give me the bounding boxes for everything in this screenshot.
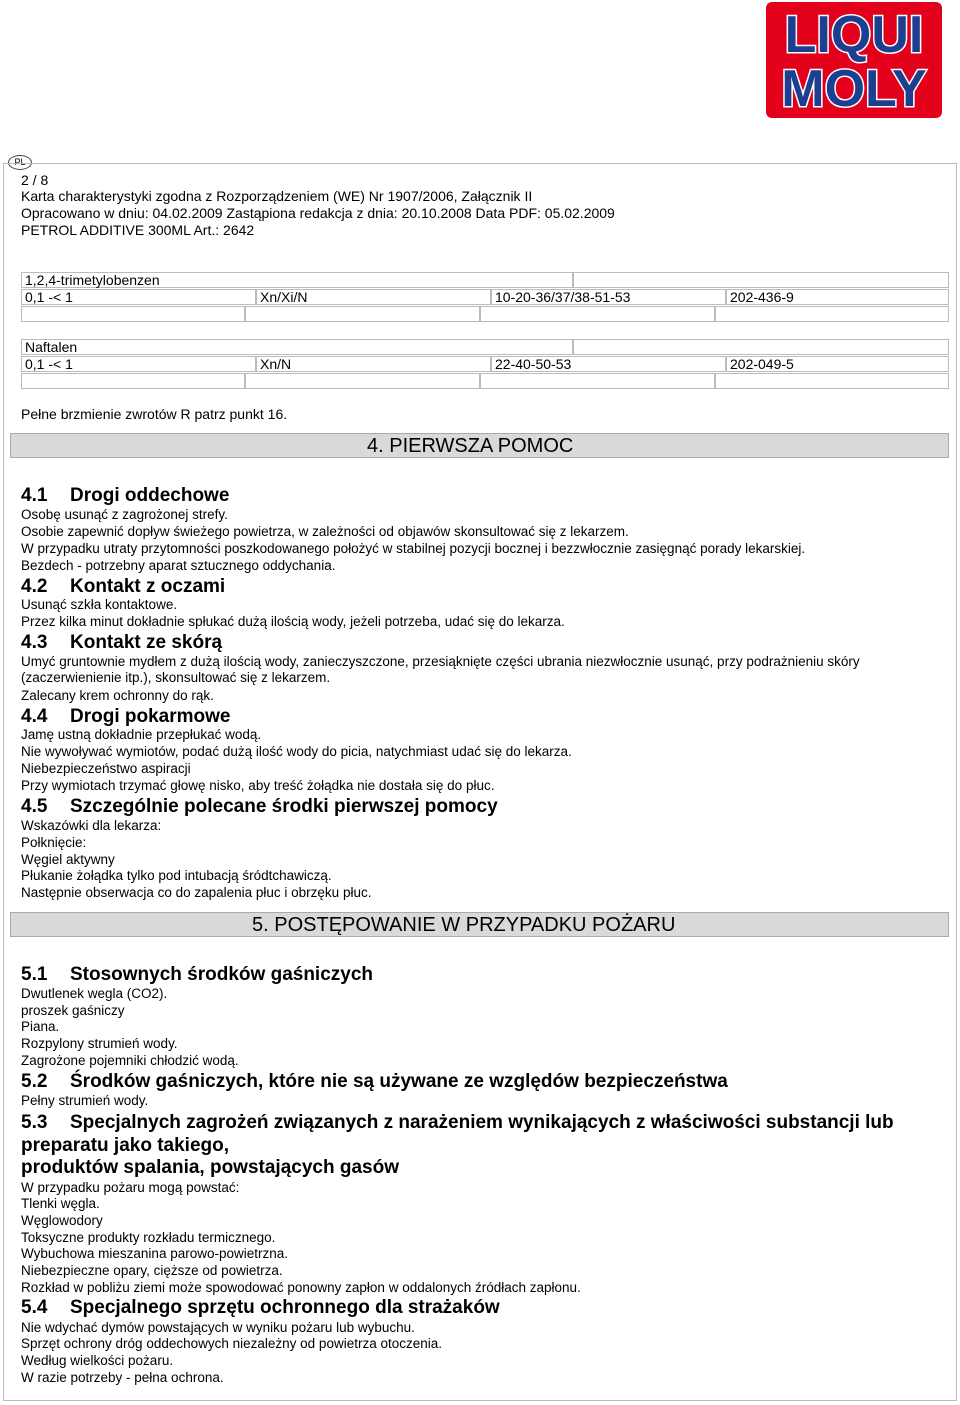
ingredient-cell-empty (573, 339, 949, 355)
text-line: Niebezpieczne opary, cięższe od powietrza. (21, 1263, 283, 1278)
subsection-5-2-heading (21, 1071, 728, 1093)
subsection-number: 4.5 (21, 796, 48, 817)
text-line: Toksyczne produkty rozkładu termicznego. (21, 1230, 276, 1245)
ingredient-name: 1,2,4-trimetylobenzen (21, 272, 573, 288)
ingredient-concentration: 0,1 -< 1 (21, 289, 256, 305)
text-line: Osobie zapewnić dopływ świeżego powietrza, w zależności od objawów skonsultować się z lekarzem. (21, 524, 629, 539)
text-line: Usunąć szkła kontaktowe. (21, 597, 178, 612)
ingredient-cell-empty (245, 373, 480, 389)
text-line: Zalecany krem ochronny do rąk. (21, 688, 214, 703)
subsection-number: 5.4 (21, 1297, 48, 1318)
liqui-moly-logo (766, 2, 942, 118)
ingredient-ec-number: 202-049-5 (726, 356, 949, 372)
text-line: W przypadku utraty przytomności poszkodowanego położyć w stabilnej pozycji bocznej i bezzwłocznie zasięgnąć porady lekarskiej. (21, 541, 806, 556)
product-info: PETROL ADDITIVE 300ML Art.: 2642 (21, 222, 255, 238)
ingredient-symbol: Xn/N (256, 356, 491, 372)
subsection-number: 4.1 (21, 485, 48, 506)
text-line: Rozpylony strumień wody. (21, 1036, 178, 1051)
r-phrases-note: Pełne brzmienie zwrotów R patrz punkt 16. (21, 406, 288, 422)
document-dates: Opracowano w dniu: 04.02.2009 Zastąpiona redakcja z dnia: 20.10.2008 Data PDF: 05.02.2009 (21, 205, 615, 221)
subsection-title: Środków gaśniczych, które nie są używane ze względów bezpieczeństwa (70, 1071, 728, 1092)
text-line: Połknięcie: (21, 835, 87, 850)
subsection-title: Stosownych środków gaśniczych (70, 964, 374, 985)
ingredient-r-phrases: 22-40-50-53 (491, 356, 726, 372)
subsection-title: Kontakt z oczami (70, 576, 226, 597)
ingredient-cell-empty (573, 272, 949, 288)
subsection-title: Specjalnego sprzętu ochronnego dla strażaków (70, 1297, 500, 1318)
ingredient-cell-empty (480, 306, 715, 322)
text-line: Bezdech - potrzebny aparat sztucznego oddychania. (21, 558, 336, 573)
subsection-5-3-heading-continued: produktów spalania, powstających gasów (21, 1157, 399, 1178)
ingredient-ec-number: 202-436-9 (726, 289, 949, 305)
subsection-5-4-heading (21, 1297, 500, 1319)
text-line: Węgiel aktywny (21, 852, 115, 867)
text-line: Wybuchowa mieszanina parowo-powietrzna. (21, 1246, 289, 1261)
text-line: Następnie obserwacja co do zapalenia płuc i obrzęku płuc. (21, 885, 372, 900)
ingredient-symbol: Xn/Xi/N (256, 289, 491, 305)
subsection-4-3-heading (21, 632, 222, 654)
text-line: Przy wymiotach trzymać głowę nisko, aby treść żołądka nie dostała się do płuc. (21, 778, 495, 793)
subsection-number: 4.2 (21, 576, 48, 597)
subsection-number: 5.3 (21, 1112, 48, 1133)
text-line: Zagrożone pojemniki chłodzić wodą. (21, 1053, 239, 1068)
ingredient-cell-empty (21, 306, 245, 322)
text-line: Nie wdychać dymów powstających w wyniku pożaru lub wybuchu. (21, 1320, 415, 1335)
ingredient-cell-empty (715, 306, 949, 322)
subsection-4-2-heading (21, 576, 225, 598)
text-line: Przez kilka minut dokładnie spłukać dużą ilością wody, jeżeli potrzeba, udać się do lekarza. (21, 614, 565, 629)
subsection-title: Szczególnie polecane środki pierwszej pomocy (70, 796, 498, 817)
text-line: Umyć gruntownie mydłem z dużą ilością wody, zanieczyszczone, przesiąknięte części ubrania niezwłocznie usunąć, przy podrażnieniu skóry (zaczerwienienie itp.), skonsultować się z lekarzem. (21, 654, 860, 685)
subsection-title: Specjalnych zagrożeń związanych z narażeniem wynikających z właściwości substancji lub preparatu jako takiego, (21, 1112, 894, 1156)
page-number: 2 / 8 (21, 172, 49, 188)
ingredient-cell-empty (480, 373, 715, 389)
subsection-title: Drogi pokarmowe (70, 706, 231, 727)
subsection-number: 5.1 (21, 964, 48, 985)
subsection-4-1-heading (21, 485, 229, 507)
ingredient-cell-empty (21, 373, 245, 389)
text-line: Wskazówki dla lekarza: (21, 818, 162, 833)
language-badge: PL (8, 155, 32, 170)
text-line: Płukanie żołądka tylko pod intubacją śródtchawiczą. (21, 868, 332, 883)
ingredient-cell-empty (715, 373, 949, 389)
section-5-title: 5. POSTĘPOWANIE W PRZYPADKU POŻARU (252, 914, 676, 936)
text-line: proszek gaśniczy (21, 1003, 125, 1018)
section-4-title: 4. PIERWSZA POMOC (367, 435, 574, 457)
ingredient-concentration: 0,1 -< 1 (21, 356, 256, 372)
section-5-header (10, 912, 949, 937)
text-line: Piana. (21, 1019, 60, 1034)
subsection-number: 5.2 (21, 1071, 48, 1092)
text-line: Tlenki węgla. (21, 1196, 100, 1211)
text-line: Osobę usunąć z zagrożonej strefy. (21, 507, 228, 522)
text-line: Sprzęt ochrony dróg oddechowych niezależny od powietrza otoczenia. (21, 1336, 442, 1351)
subsection-title: Kontakt ze skórą (70, 632, 223, 653)
subsection-4-4-heading (21, 706, 230, 728)
text-line: W przypadku pożaru mogą powstać: (21, 1180, 240, 1195)
text-line: Węglowodory (21, 1213, 103, 1228)
logo-line-1: LIQUI (784, 6, 924, 64)
ingredient-cell-empty (245, 306, 480, 322)
text-line: Według wielkości pożaru. (21, 1353, 174, 1368)
document-title: Karta charakterystyki zgodna z Rozporządzeniem (WE) Nr 1907/2006, Załącznik II (21, 188, 533, 204)
text-line: Nie wywoływać wymiotów, podać dużą ilość wody do picia, natychmiast udać się do lekarza. (21, 744, 572, 759)
text-line: W razie potrzeby - pełna ochrona. (21, 1370, 224, 1385)
text-line: Niebezpieczeństwo aspiracji (21, 761, 191, 776)
subsection-5-1-heading (21, 964, 373, 986)
subsection-number: 4.4 (21, 706, 48, 727)
text-line: Jamę ustną dokładnie przepłukać wodą. (21, 727, 262, 742)
subsection-4-5-heading (21, 796, 498, 818)
logo-line-2: MOLY (781, 60, 927, 118)
text-line: Pełny strumień wody. (21, 1093, 149, 1108)
subsection-number: 4.3 (21, 632, 48, 653)
section-4-header (10, 433, 949, 458)
ingredient-r-phrases: 10-20-36/37/38-51-53 (491, 289, 726, 305)
ingredient-name: Naftalen (21, 339, 573, 355)
subsection-5-3-heading (21, 1111, 941, 1157)
text-line: Dwutlenek wegla (CO2). (21, 986, 168, 1001)
text-line: Rozkład w pobliżu ziemi może spowodować ponowny zapłon w oddalonych źródłach zapłonu. (21, 1280, 581, 1295)
subsection-title: Drogi oddechowe (70, 485, 230, 506)
